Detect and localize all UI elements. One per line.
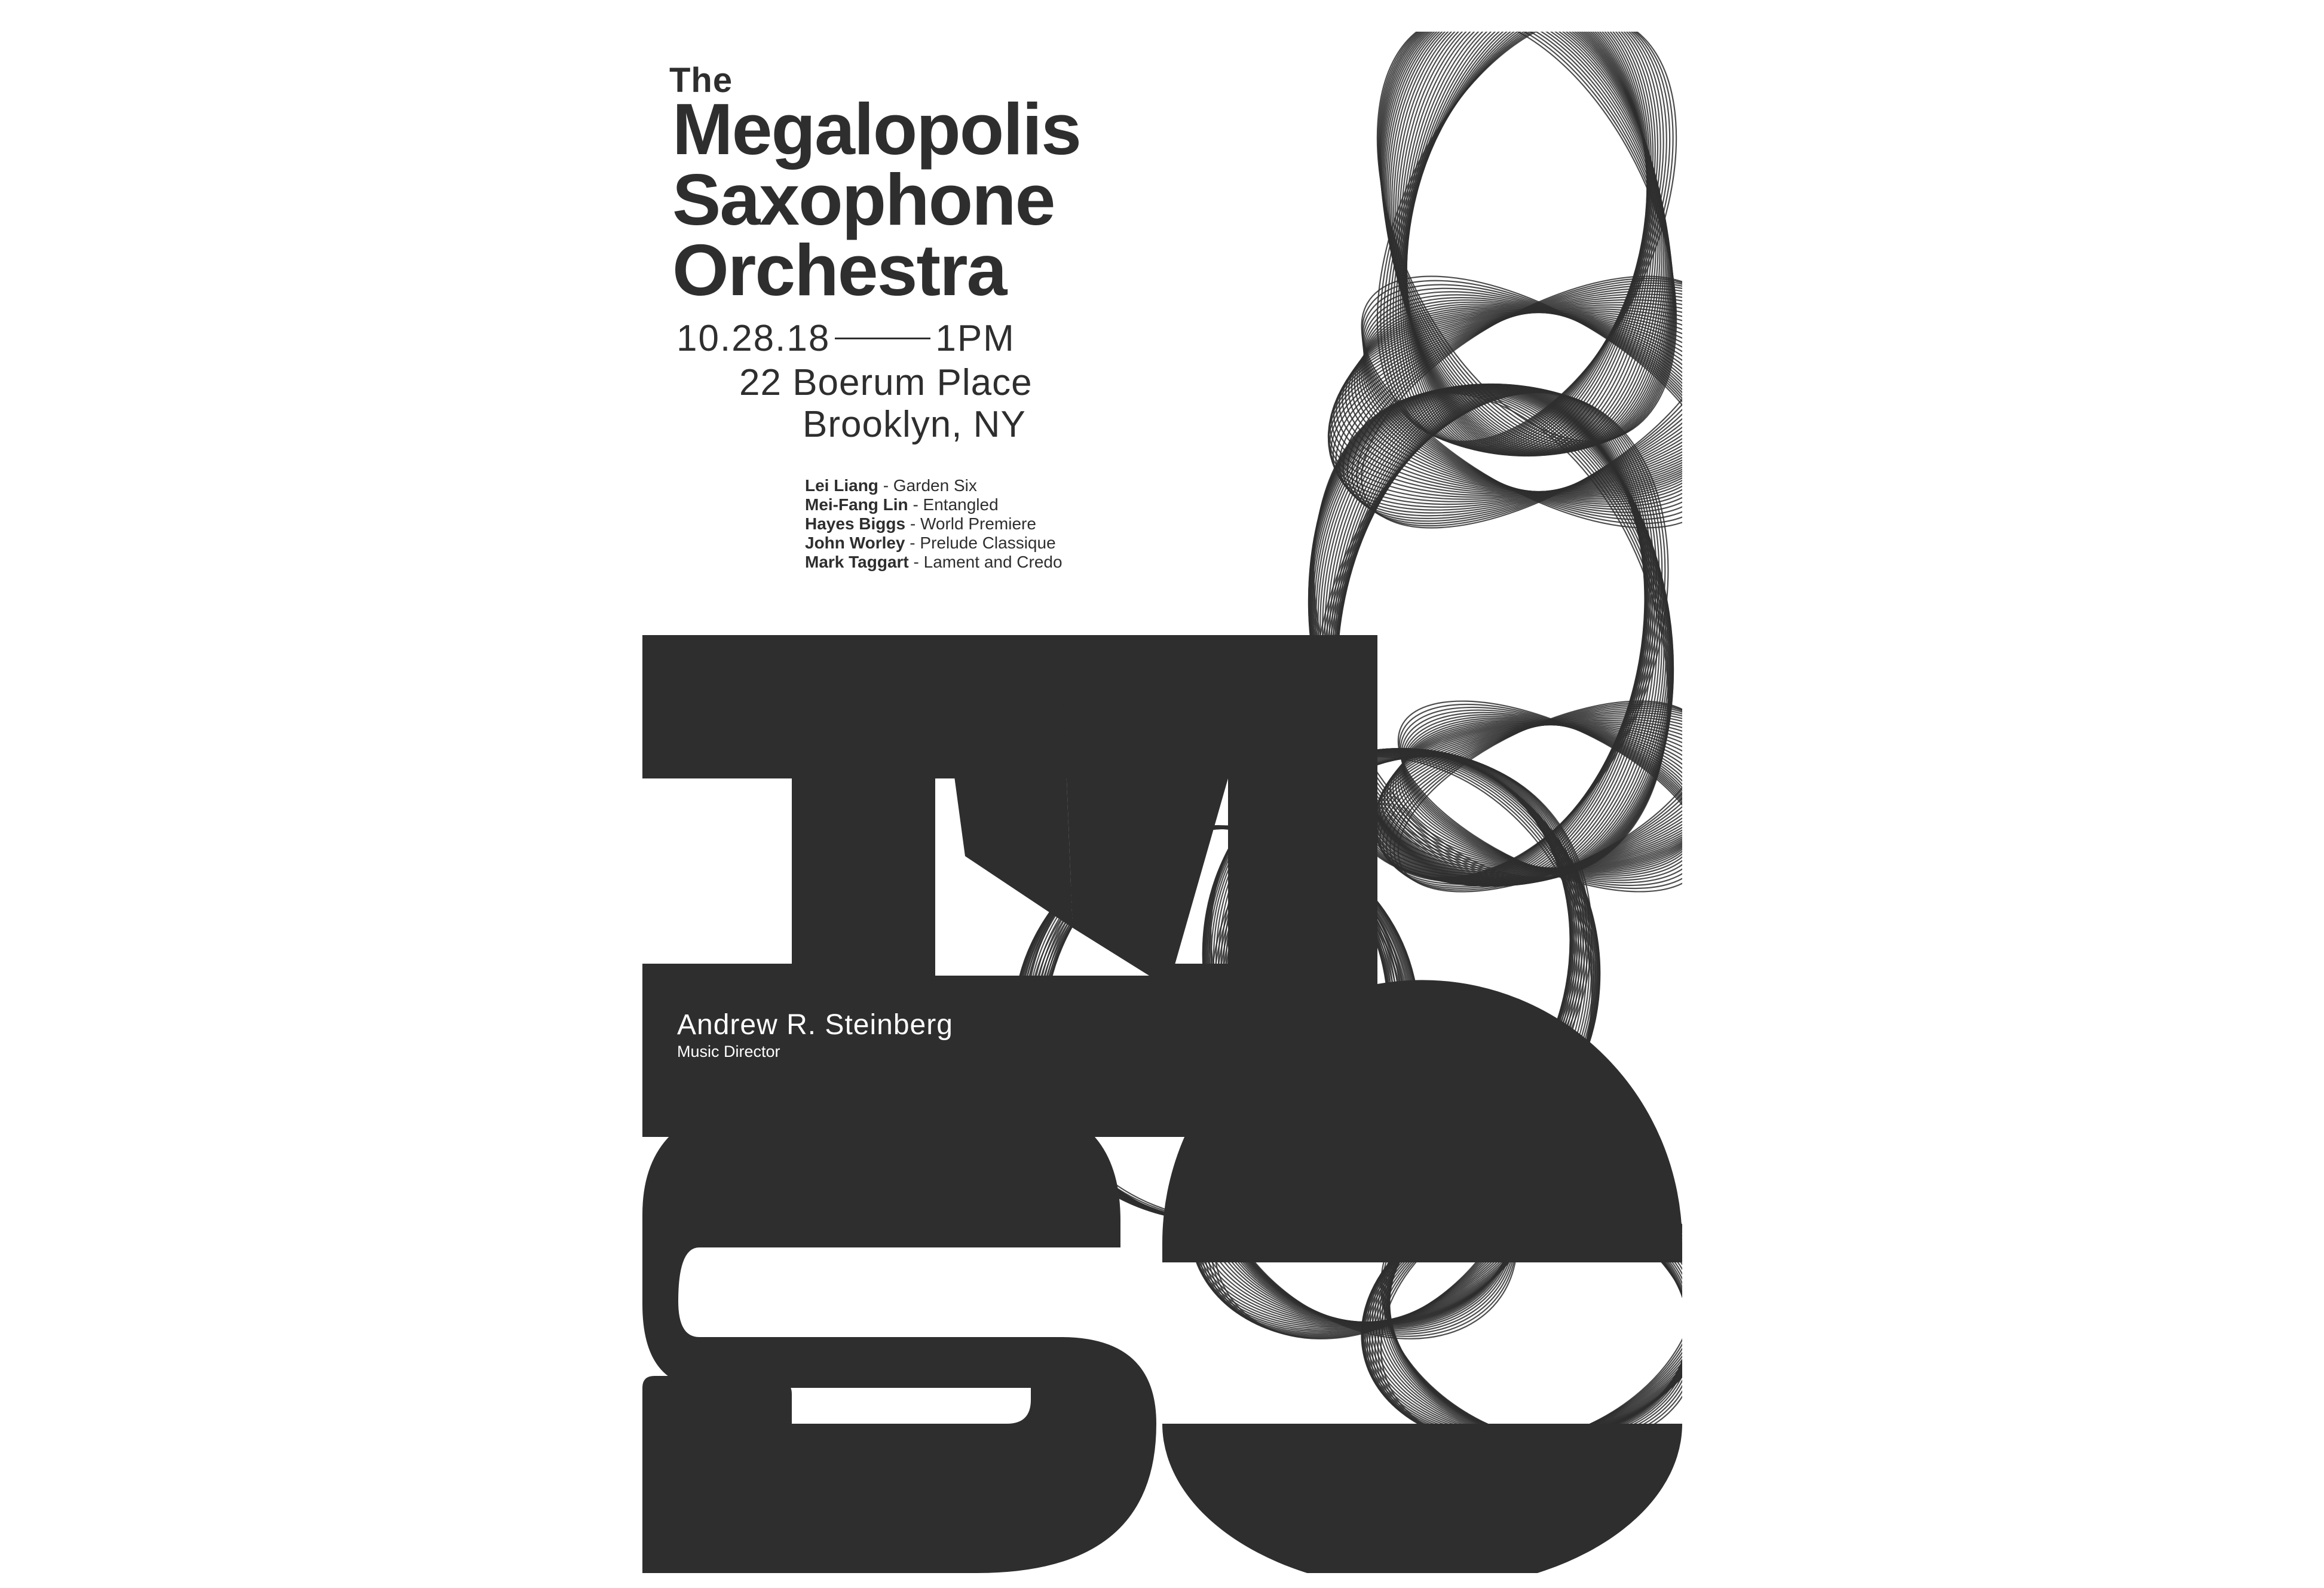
letter-o	[1162, 980, 1682, 1573]
composer-name: John Worley	[805, 534, 905, 552]
program-item: Hayes Biggs - World Premiere	[805, 514, 1036, 533]
program-item: Mark Taggart - Lament and Credo	[805, 553, 1063, 571]
concert-poster	[642, 32, 1682, 1573]
event-time: 1PM	[935, 318, 1015, 359]
composer-name: Mark Taggart	[805, 553, 909, 571]
music-director	[677, 1009, 953, 1062]
director-name: Andrew R. Steinberg	[677, 1009, 953, 1041]
title-line-3: Orchestra	[672, 229, 1006, 311]
composer-name: Hayes Biggs	[805, 514, 906, 533]
composer-name: Mei-Fang Lin	[805, 495, 908, 514]
program-item: Lei Liang - Garden Six	[805, 476, 977, 495]
director-role: Music Director	[677, 1043, 780, 1060]
composer-name: Lei Liang	[805, 476, 878, 495]
event-datetime	[676, 317, 1015, 360]
program-item: John Worley - Prelude Classique	[805, 534, 1056, 552]
title-the: The	[669, 61, 733, 100]
title-line-2: Saxophone	[672, 159, 1055, 240]
event-date: 10.28.18	[676, 318, 831, 359]
address-line-2: Brooklyn, NY	[803, 404, 1026, 445]
piece-title: World Premiere	[920, 514, 1036, 533]
piece-title: Entangled	[923, 495, 999, 514]
title-line-1: Megalopolis	[672, 88, 1080, 170]
letter-s	[642, 1101, 1156, 1573]
date-time-dash	[835, 338, 930, 339]
piece-title: Garden Six	[893, 476, 977, 495]
piece-title: Lament and Credo	[923, 553, 1063, 571]
program-item: Mei-Fang Lin - Entangled	[805, 495, 999, 514]
program-list	[805, 476, 1063, 572]
piece-title: Prelude Classique	[920, 534, 1056, 552]
address-line-1: 22 Boerum Place	[739, 362, 1033, 403]
